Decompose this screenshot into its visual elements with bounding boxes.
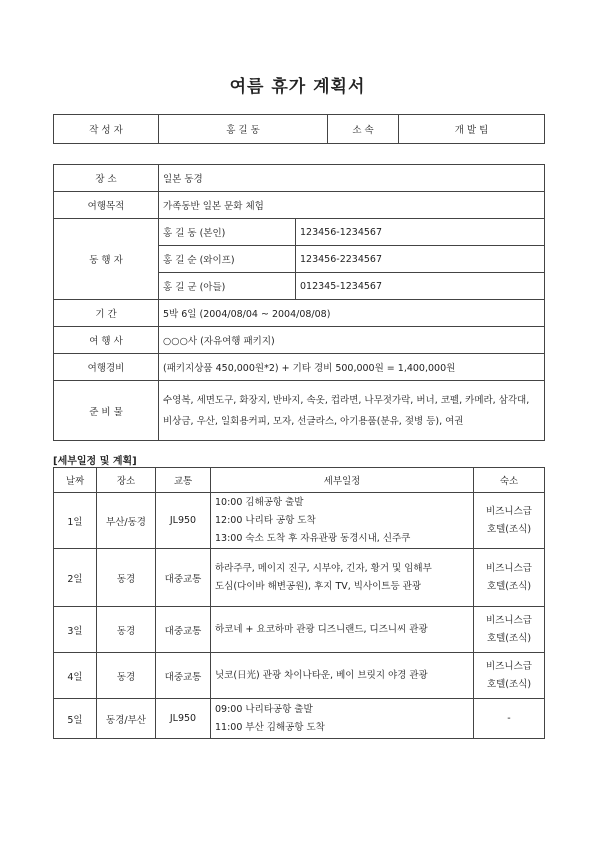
lodging-line: 비즈니스급 <box>486 614 532 626</box>
row-transport: 대중교통 <box>156 653 211 699</box>
detail-line: 10:00 김해공항 출발 <box>215 496 304 508</box>
table-row <box>54 699 545 739</box>
cost-label: 여행경비 <box>54 354 159 381</box>
schedule-table <box>53 467 545 739</box>
dept-value: 개 발 팀 <box>399 115 545 144</box>
detail-line: 12:00 나리타 공항 도착 <box>215 514 316 526</box>
period-value: 5박 6일 (2004/08/04 ~ 2004/08/08) <box>159 300 545 327</box>
row-day: 3일 <box>54 607 97 653</box>
lodging-line: 호텔(조식) <box>486 523 532 535</box>
row-details <box>211 493 474 549</box>
col-header-date: 날짜 <box>54 468 97 493</box>
period-label: 기 간 <box>54 300 159 327</box>
companions-label: 동 행 자 <box>54 219 159 300</box>
prep-value: 수영복, 세면도구, 화장지, 반바지, 속옷, 컵라면, 나무젓가락, 버너, 코펠, 카메라, 삼각대, 비상금, 우산, 일회용커피, 모자, 선글라스, 아기용품(분유, 젖병 등), 여권 <box>159 381 545 441</box>
lodging-line: 비즈니스급 <box>486 562 532 574</box>
companion-name: 홍 길 군 (아들) <box>159 273 296 300</box>
row-lodging <box>474 549 545 607</box>
row-place: 동경 <box>97 549 156 607</box>
table-row <box>54 493 545 549</box>
purpose-value: 가족동반 일본 문화 체험 <box>159 192 545 219</box>
row-transport: JL950 <box>156 699 211 739</box>
row-day: 5일 <box>54 699 97 739</box>
detail-line: 09:00 나리타공항 출발 <box>215 703 313 715</box>
agency-label: 여 행 사 <box>54 327 159 354</box>
dept-label: 소 속 <box>328 115 399 144</box>
row-place: 동경 <box>97 653 156 699</box>
agency-value: ○○○사 (자유여행 패키지) <box>159 327 545 354</box>
row-transport: JL950 <box>156 493 211 549</box>
detail-line: 하코네 + 요코하마 관광 디즈니랜드, 디즈니씨 관광 <box>215 623 428 635</box>
col-header-transport: 교통 <box>156 468 211 493</box>
cost-value: (패키지상품 450,000원*2) + 기타 경비 500,000원 = 1,400,000원 <box>159 354 545 381</box>
row-lodging <box>474 607 545 653</box>
row-day: 2일 <box>54 549 97 607</box>
row-lodging <box>474 653 545 699</box>
row-details <box>211 549 474 607</box>
place-label: 장 소 <box>54 165 159 192</box>
detail-line: 13:00 숙소 도착 후 자유관광 동경시내, 신주쿠 <box>215 532 411 544</box>
author-table <box>53 114 545 144</box>
page-title: 여름 휴가 계획서 <box>229 77 366 97</box>
lodging-line: 호텔(조식) <box>486 580 532 592</box>
lodging-line: 비즈니스급 <box>486 660 532 672</box>
table-row <box>54 549 545 607</box>
lodging-line: 호텔(조식) <box>486 678 532 690</box>
companion-id: 012345-1234567 <box>296 273 545 300</box>
row-day: 4일 <box>54 653 97 699</box>
prep-label: 준 비 물 <box>54 381 159 441</box>
detail-line: 하라주쿠, 메이지 진구, 시부야, 긴자, 황거 및 임해부 <box>215 562 432 574</box>
row-place: 동경 <box>97 607 156 653</box>
lodging-line: 비즈니스급 <box>486 505 532 517</box>
lodging-line: 호텔(조식) <box>486 632 532 644</box>
detail-line: 도심(다이바 해변공원), 후지 TV, 빅사이트등 관광 <box>215 580 422 592</box>
row-details <box>211 699 474 739</box>
col-header-lodging: 숙소 <box>474 468 545 493</box>
row-day: 1일 <box>54 493 97 549</box>
row-transport: 대중교통 <box>156 549 211 607</box>
row-place: 부산/동경 <box>97 493 156 549</box>
companion-id: 123456-2234567 <box>296 246 545 273</box>
companion-name: 홍 길 동 (본인) <box>159 219 296 246</box>
table-row <box>54 653 545 699</box>
row-details <box>211 607 474 653</box>
author-label: 작 성 자 <box>54 115 159 144</box>
detail-line: 11:00 부산 김해공항 도착 <box>215 721 325 733</box>
info-table <box>53 164 545 441</box>
row-details <box>211 653 474 699</box>
companion-name: 홍 길 순 (와이프) <box>159 246 296 273</box>
col-header-place: 장소 <box>97 468 156 493</box>
purpose-label: 여행목적 <box>54 192 159 219</box>
detail-line: 닛코(日光) 관광 차이나타운, 베이 브릿지 야경 관광 <box>215 669 428 681</box>
companion-id: 123456-1234567 <box>296 219 545 246</box>
row-lodging: - <box>474 699 545 739</box>
row-place: 동경/부산 <box>97 699 156 739</box>
place-value: 일본 동경 <box>159 165 545 192</box>
section-title: [세부일정 및 계획] <box>53 456 137 467</box>
table-row <box>54 607 545 653</box>
row-transport: 대중교통 <box>156 607 211 653</box>
author-value: 홍 길 동 <box>159 115 328 144</box>
row-lodging <box>474 493 545 549</box>
col-header-details: 세부일정 <box>211 468 474 493</box>
